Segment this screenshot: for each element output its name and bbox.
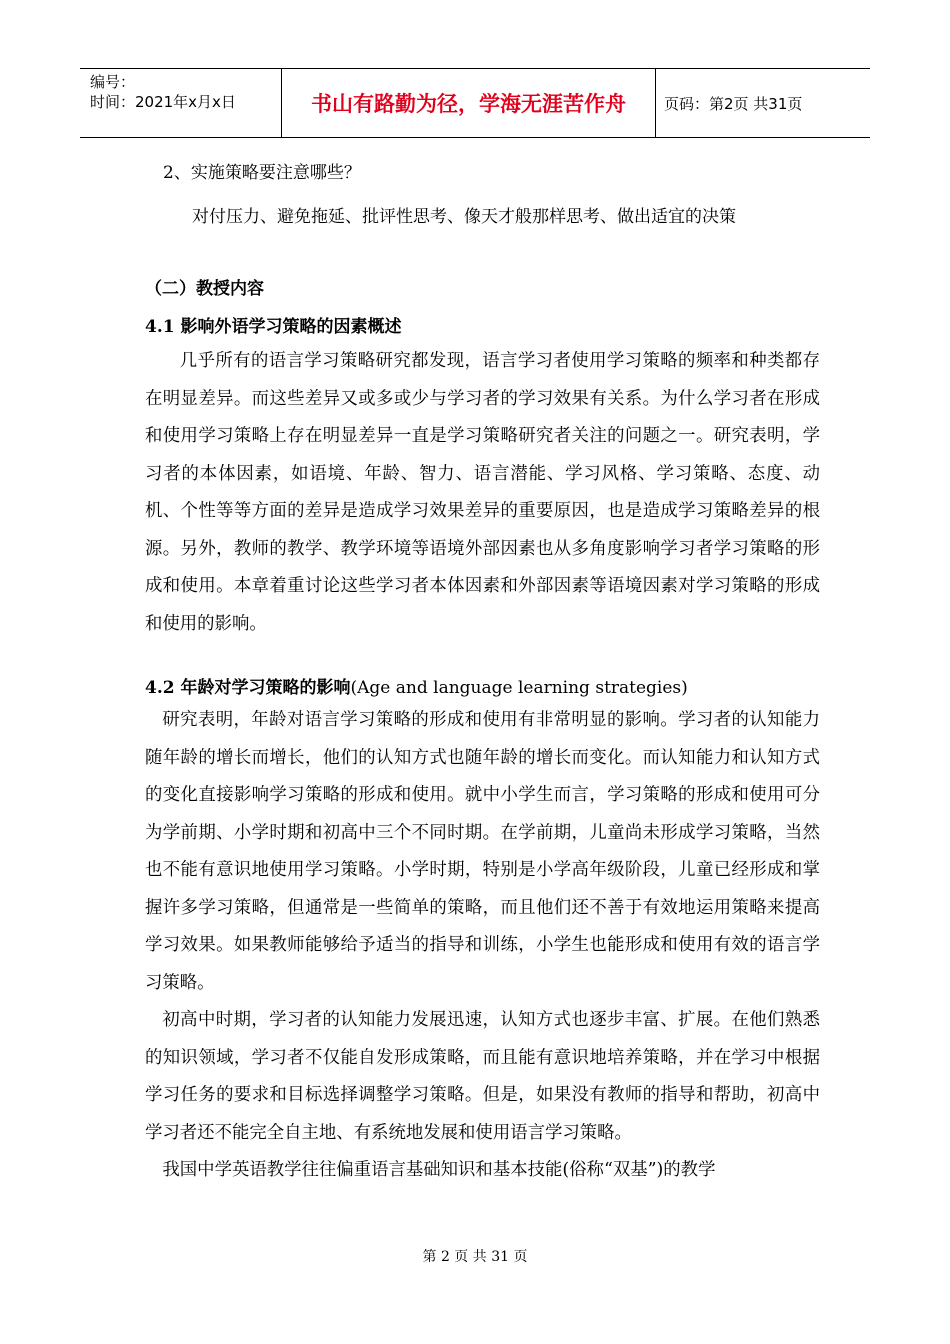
paragraph-4-2-1: 研究表明，年龄对语言学习策略的形成和使用有非常明显的影响。学习者的认知能力随年龄的增长而增长，他们的认知方式也随年龄的增长而变化。而认知能力和认知方式的变化直接影响学习策略的形成和使用。就中小学生而言，学习策略的形成和使用可分为学前期、小学时期和初高中三个不同时期。在学前期，儿童尚未形成学习策略，当然也不能有意识地使用学习策略。小学时期，特别是小学高年级阶段，儿童已经形成和掌握许多学习策略，但通常是一些简单的策略，而且他们还不善于有效地运用策略来提高学习效果。如果教师能够给予适当的指导和训练，小学生也能形成和使用有效的语言学习策略。 <box>145 710 820 993</box>
page-header <box>80 68 870 138</box>
paragraph-4-2-3: 我国中学英语教学往往偏重语言基础知识和基本技能(俗称“双基”)的教学 <box>162 1160 716 1180</box>
document-number-label: 编号： <box>90 73 136 91</box>
section-heading-4-2 <box>145 673 820 698</box>
section-heading-4-2-title: 4.2 年龄对学习策略的影响 <box>145 678 351 698</box>
question-2: 2、实施策略要注意哪些？ <box>163 163 361 183</box>
section-heading-4-1: 4.1 影响外语学习策略的因素概述 <box>145 317 402 337</box>
page-footer: 第 2 页 共 31 页 <box>422 1249 528 1265</box>
section-heading-teaching-content: （二）教授内容 <box>145 279 264 299</box>
document-date: 时间：2021年x月x日 <box>90 93 236 111</box>
header-meta <box>80 69 282 137</box>
header-motto: 书山有路勤为径，学海无涯苦作舟 <box>282 69 656 137</box>
header-page-info: 页码：第2页 共31页 <box>664 94 803 113</box>
document-body <box>145 152 820 1190</box>
section-heading-4-2-english: (Age and language learning strategies) <box>350 678 688 698</box>
paragraph-4-2-2: 初高中时期，学习者的认知能力发展迅速，认知方式也逐步丰富、扩展。在他们熟悉的知识领域，学习者不仅能自发形成策略，而且能有意识地培养策略，并在学习中根据学习任务的要求和目标选择调整学习策略。但是，如果没有教师的指导和帮助，初高中学习者还不能完全自主地、有系统地发展和使用语言学习策略。 <box>145 1010 820 1143</box>
question-2-answer: 对付压力、避免拖延、批评性思考、像天才般那样思考、做出适宜的决策 <box>192 207 736 227</box>
paragraph-4-1: 几乎所有的语言学习策略研究都发现，语言学习者使用学习策略的频率和种类都存在明显差异。而这些差异又或多或少与学习者的学习效果有关系。为什么学习者在形成和使用学习策略上存在明显差异一直是学习策略研究者关注的问题之一。研究表明，学习者的本体因素，如语境、年龄、智力、语言潜能、学习风格、学习策略、态度、动机、个性等等方面的差异是造成学习效果差异的重要原因，也是造成学习策略差异的根源。另外，教师的教学、教学环境等语境外部因素也从多角度影响学习者学习策略的形成和使用。本章着重讨论这些学习者本体因素和外部因素等语境因素对学习策略的形成和使用的影响。 <box>145 351 820 634</box>
